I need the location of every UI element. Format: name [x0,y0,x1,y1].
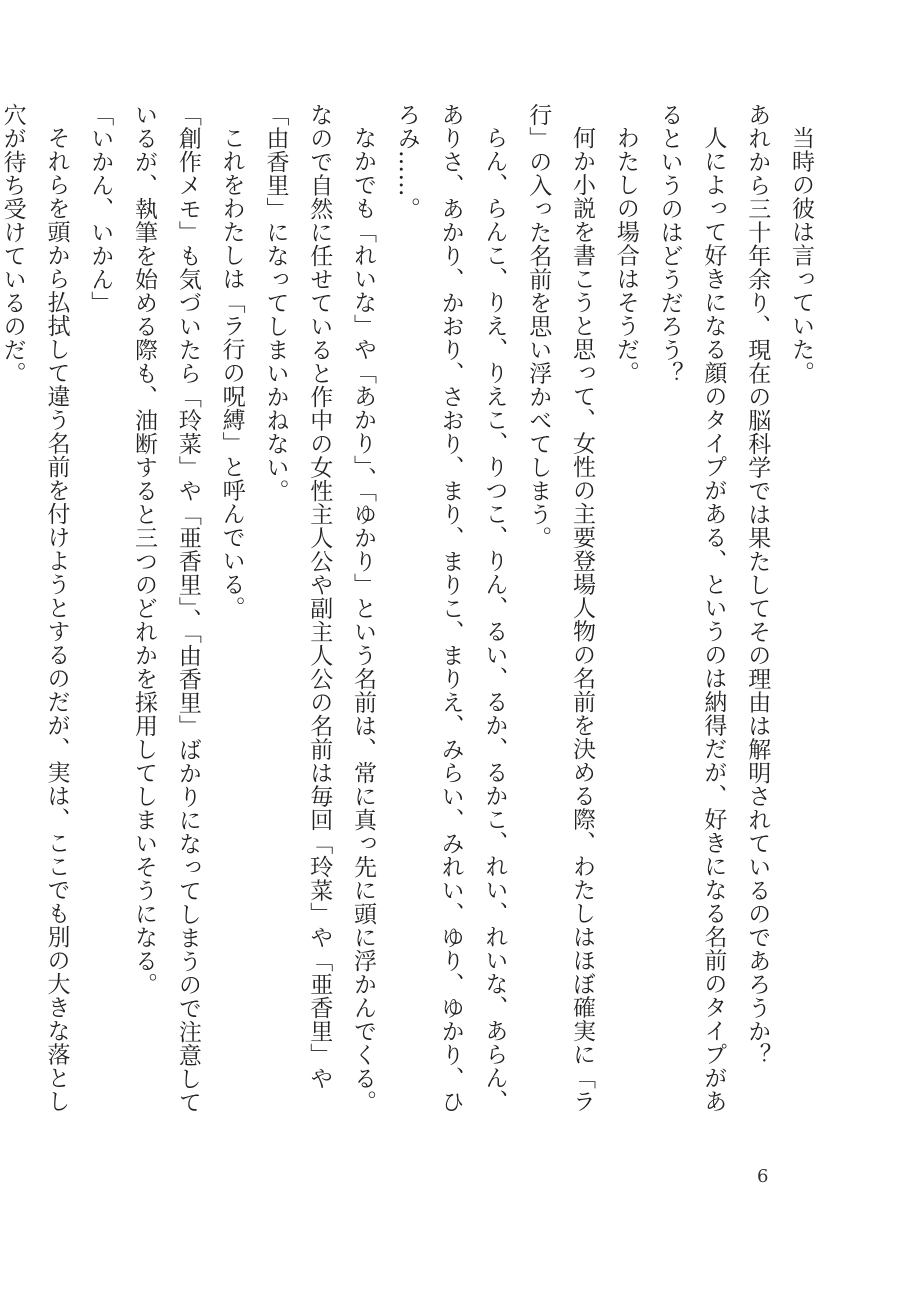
text-line: 何か小説を書こうと思って、女性の主要登場人物の名前を決める際、わたしはほぼ確実に「ラ [569,126,596,1113]
text-line: 「由香里」になってしまいかねない。 [262,103,289,503]
text-line: るというのはどうだろう？ [656,103,683,385]
text-line: 当時の彼は言っていた。 [788,126,814,385]
text-line: らん、らんこ、りえ、りえこ、りつこ、りん、るい、るか、るかこ、れい、れいな、あらん、 [481,126,508,1113]
text-line: ろみ……。 [393,103,420,221]
text-line: それらを頭から払拭して違う名前を付けようとするのだが、実は、ここでも別の大きな落とし [43,126,70,1113]
text-line: これをわたしは「ラ行の呪縛」と呼んでいる。 [218,126,245,620]
vertical-text-body [0,103,822,1133]
text-line: 穴が待ち受けているのだ。 [0,103,26,385]
text-line: いるが、執筆を始める際も、油断すると三つのどれかを採用してしまいそうになる。 [131,103,158,996]
text-line: わたしの場合はそうだ。 [612,126,639,385]
text-line: 行」の入った名前を思い浮かべてしまう。 [525,103,552,550]
text-line: なかでも「れいな」や「あかり」、「ゆかり」という名前は、常に真っ先に頭に浮かんでくる。 [350,126,377,1114]
text-line: 「いかん、いかん」 [87,103,114,315]
text-line: 「創作メモ」も気づいたら「玲菜」や「亜香里」、「由香里」ばかりになってしまうので注意して [174,103,201,1114]
page-number: 6 [757,1166,769,1187]
text-line: なので自然に任せていると作中の女性主人公や副主人公の名前は毎回「玲菜」や「亜香里」や [306,103,333,1090]
text-line: ありさ、あかり、かおり、さおり、まり、まりこ、まりえ、みらい、みれい、ゆり、ゆかり、ひ [437,103,464,1114]
text-line: あれから三十年余り、現在の脳科学では果たしてその理由は解明されているのであろうか？ [744,103,771,1067]
text-line: 人によって好きになる顔のタイプがある、というのは納得だが、好きになる名前のタイプがあ [700,126,727,1113]
